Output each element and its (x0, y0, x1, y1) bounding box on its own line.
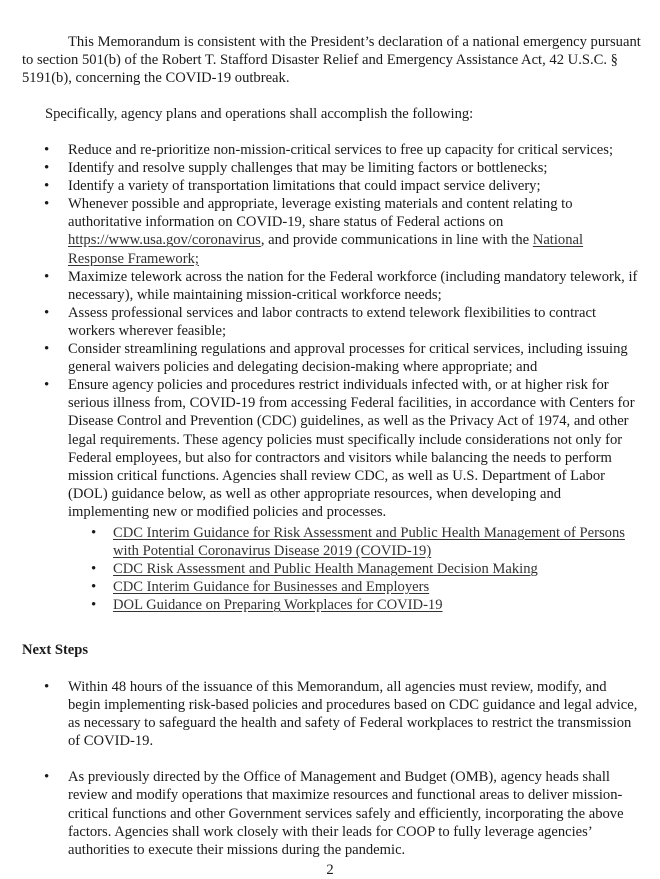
specifically-paragraph: Specifically, agency plans and operations shall accomplish the following: (45, 106, 474, 122)
list-item: • Consider streamlining regulations and approval processes for critical services, including issuing general waivers policies and delegating decision-making where appropriate; and (0, 340, 640, 376)
list-item: • Maximize telework across the nation for the Federal workforce (including mandatory telework, if necessary), while maintaining mission-critical workforce needs; (0, 268, 640, 304)
list-item (68, 578, 640, 596)
usa-gov-coronavirus-link[interactable]: https://www.usa.gov/coronavirus (68, 232, 261, 249)
list-item: • As previously directed by the Office of Management and Budget (OMB), agency heads shall review and modify operations that maximize resources and functional areas to deliver mission-critical functions and other Government services safely and efficiently, incorporating the above factors. Agencies shall work closely with their leads for COOP to fully leverage agencies’ authorities to execute their missions during the pandemic. (0, 768, 640, 858)
list-item-text: , and provide communications in line with the (260, 232, 533, 249)
list-item (68, 596, 640, 614)
guidance-links-list (68, 524, 640, 614)
list-item: • Reduce and re-prioritize non-mission-critical services to free up capacity for critical services; (0, 141, 640, 159)
next-steps-list (0, 678, 640, 877)
cdc-interim-guidance-risk-link[interactable]: CDC Interim Guidance for Risk Assessment and Public Health Management of Persons with Potential Coronavirus Disease 2019 (COVID-19) (113, 524, 625, 560)
national-response-framework-link[interactable]: National Response Framework; (68, 232, 584, 267)
list-item: • Identify a variety of transportation limitations that could impact service delivery; (0, 177, 640, 195)
list-item-text: Ensure agency policies and procedures restrict individuals infected with, or at higher risk for serious illness from, COVID-19 from accessing Federal facilities, in accordance with Centers for Disease Control and Prevention (CDC) guidelines, as well as the Privacy Act of 1974, and other legal requirements. These agency policies must specifically include considerations not only for Federal employees, but also for contractors and visitors while balancing the needs to perform mission critical functions. Agencies shall review CDC, as well as U.S. Department of Labor (DOL) guidance below, as well as other appropriate resources, when developing and implementing new or modified policies and processes. (68, 377, 635, 520)
page-number: 2 (326, 862, 334, 878)
list-item: • Within 48 hours of the issuance of this Memorandum, all agencies must review, modify, and begin implementing risk-based policies and procedures based on CDC guidance and legal advice, as necessary to safeguard the health and safety of Federal workplaces to restrict the transmission of COVID-19. (0, 678, 640, 750)
list-item (0, 195, 640, 267)
list-item (68, 560, 640, 578)
list-item: • Assess professional services and labor contracts to extend telework flexibilities to contract workers wherever feasible; (0, 304, 640, 340)
dol-guidance-link[interactable]: DOL Guidance on Preparing Workplaces for COVID-19 (113, 597, 443, 614)
list-item-text: Whenever possible and appropriate, leverage existing materials and content relating to authoritative information on COVID-19, share status of Federal actions on (68, 196, 573, 231)
cdc-businesses-employers-link[interactable]: CDC Interim Guidance for Businesses and Employers (113, 579, 430, 596)
plans-bullet-list (0, 141, 640, 614)
next-steps-heading: Next Steps (22, 642, 89, 658)
list-item (0, 376, 640, 614)
cdc-risk-assessment-link[interactable]: CDC Risk Assessment and Public Health Management Decision Making (113, 561, 538, 578)
list-item (68, 524, 640, 560)
list-item: • Identify and resolve supply challenges that may be limiting factors or bottlenecks; (0, 159, 640, 177)
intro-paragraph: This Memorandum is consistent with the President’s declaration of a national emergency pursuant to section 501(b) of the Robert T. Stafford Disaster Relief and Emergency Assistance Act, 42 U.S.C. § 5191(b), concerning the COVID-19 outbreak. (22, 34, 641, 87)
